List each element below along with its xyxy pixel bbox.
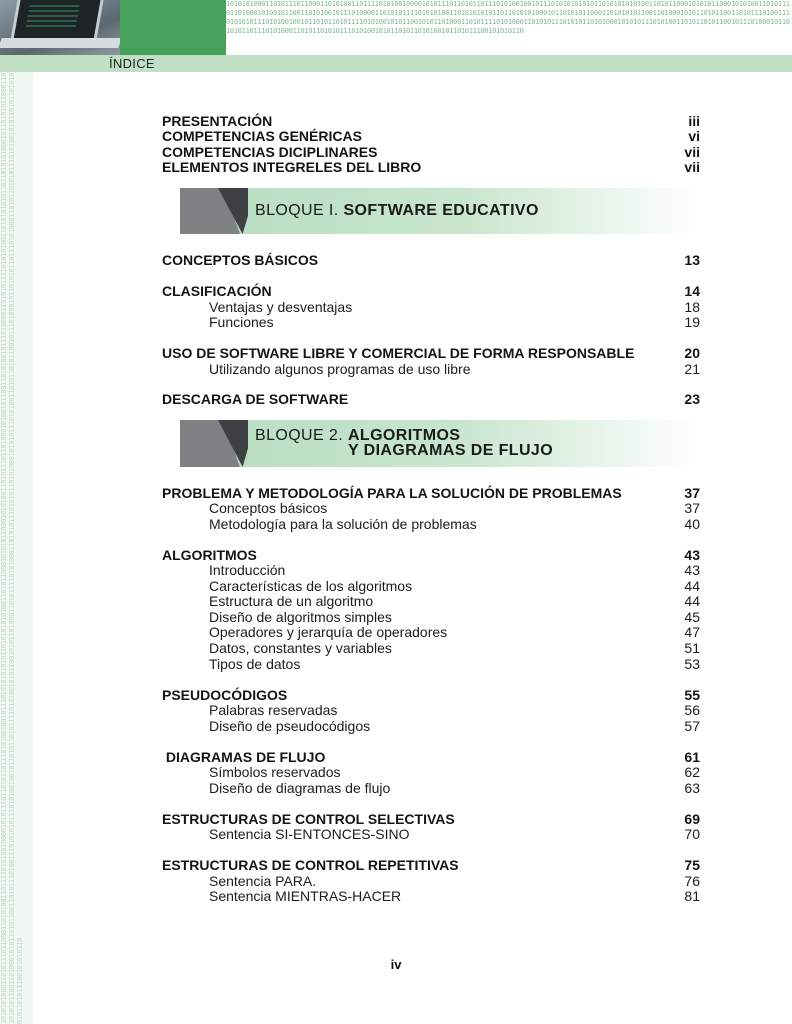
toc-subentry-funciones[interactable] [162, 314, 700, 330]
toc-entry-page: 14 [684, 283, 700, 299]
toc-subentry-page: 37 [684, 500, 700, 516]
toc-subentry-title: Datos, constantes y variables [209, 640, 392, 656]
toc-subentry-page: 53 [684, 656, 700, 672]
toc-entry-title: ALGORITMOS [162, 547, 257, 563]
toc-entry-title: ESTRUCTURAS DE CONTROL SELECTIVAS [162, 811, 455, 827]
toc-entry-title: ELEMENTOS INTEGRELES DEL LIBRO [162, 159, 422, 175]
toc-entry-title: CONCEPTOS BÁSICOS [162, 252, 319, 268]
toc-entry-problema[interactable] [162, 485, 700, 501]
toc-subentry-title: Tipos de datos [209, 656, 301, 672]
toc-subentry-title: Diseño de diagramas de flujo [209, 780, 391, 796]
toc-entry-conceptos-basicos[interactable] [162, 252, 700, 268]
toc-subentry-title: Utilizando algunos programas de uso libre [209, 361, 471, 377]
toc-entry-algoritmos[interactable] [162, 547, 700, 563]
toc-entry-title: PRESENTACIÓN [162, 113, 273, 129]
toc-entry-title: DIAGRAMAS DE FLUJO [162, 749, 326, 765]
header-binary-pattern: 1010101000110101110110001101010011011110101001000010101110110101101110101001001011101010101010110101010101001101011000101010110001010100110101110110100010100101100110101001011101000011010101111010101001101010101011011010101000101101010110001101010101100110100010101101011001101011101001110101010111010100100101101011010111101010010101100101011010001101011110101000110101011101010110101000101010111010100110101101011001011101000101101010110111010100011010110101011101010010101101011010100101101011100101010110 [226, 0, 790, 35]
toc-subentry-title: Diseño de algoritmos simples [209, 609, 392, 625]
toc-subentry-tipos-datos[interactable] [162, 656, 700, 672]
toc-subentry-palabras[interactable] [162, 702, 700, 718]
bloque-2-banner [180, 420, 700, 467]
toc-entry-competencias-diciplinares[interactable] [162, 144, 700, 160]
toc-subentry-ventajas[interactable] [162, 299, 700, 315]
toc-entry-page: 20 [684, 345, 700, 361]
toc-entry-page: 43 [684, 547, 700, 563]
toc-entry-title: ESTRUCTURAS DE CONTROL REPETITIVAS [162, 857, 459, 873]
bloque-2-prefix: BLOQUE 2. [255, 427, 344, 444]
toc-entry-title: CLASIFICACIÓN [162, 283, 272, 299]
toc-subentry-title: Sentencia MIENTRAS-HACER [209, 888, 402, 904]
toc-entry-title: PSEUDOCÓDIGOS [162, 687, 288, 703]
toc-subentry-diseno-algoritmos[interactable] [162, 609, 700, 625]
toc-subentry-page: 70 [684, 826, 700, 842]
bloque-1-prefix: BLOQUE I. [255, 202, 339, 219]
side-binary-column [0, 72, 33, 1024]
toc-subentry-title: Estructura de un algoritmo [209, 593, 374, 609]
toc-entry-page: 13 [684, 252, 700, 268]
toc-entry-page: iii [688, 113, 700, 129]
toc-subentry-page: 44 [684, 593, 700, 609]
toc-subentry-diseno-diagramas[interactable] [162, 780, 700, 796]
toc-subentry-title: Sentencia PARA. [209, 873, 317, 889]
toc-entry-title: USO DE SOFTWARE LIBRE Y COMERCIAL DE FORMA RESPONSABLE [162, 345, 635, 361]
toc-subentry-caracteristicas[interactable] [162, 578, 700, 594]
toc-subentry-si-entonces[interactable] [162, 826, 700, 842]
toc-entry-page: 69 [684, 811, 700, 827]
toc-entry-page: vii [684, 144, 700, 160]
toc-subentry-page: 19 [684, 314, 700, 330]
toc-entry-page: 75 [684, 857, 700, 873]
toc-subentry-title: Operadores y jerarquía de operadores [209, 624, 448, 640]
toc-subentry-page: 76 [684, 873, 700, 889]
laptop-base-shape [0, 38, 122, 48]
toc-entry-title: PROBLEMA Y METODOLOGÍA PARA LA SOLUCIÓN DE PROBLEMAS [162, 485, 622, 501]
bloque-1-heading [255, 203, 539, 219]
toc-entry-title: COMPETENCIAS GENÉRICAS [162, 128, 362, 144]
toc-entry-page: 23 [684, 391, 700, 407]
toc-subentry-title: Metodología para la solución de problemas [209, 516, 477, 532]
toc-subentry-page: 57 [684, 718, 700, 734]
toc-subentry-title: Sentencia SI-ENTONCES-SINO [209, 826, 410, 842]
toc-entry-clasificacion[interactable] [162, 283, 700, 299]
toc-subentry-datos[interactable] [162, 640, 700, 656]
toc-subentry-page: 40 [684, 516, 700, 532]
bloque-2-title-line1: ALGORITMOS [347, 427, 461, 444]
toc-subentry-page: 43 [684, 562, 700, 578]
toc-entry-presentacion[interactable] [162, 113, 700, 129]
toc-subentry-page: 62 [684, 764, 700, 780]
toc-subentry-title: Características de los algoritmos [209, 578, 413, 594]
toc-subentry-title: Diseño de pseudocódigos [209, 718, 371, 734]
toc-subentry-simbolos[interactable] [162, 764, 700, 780]
bloque-2-title-line2: Y DIAGRAMAS DE FLUJO [348, 442, 554, 459]
toc-subentry-title: Símbolos reservados [209, 764, 341, 780]
toc-subentry-conceptos[interactable] [162, 500, 700, 516]
toc-subentry-utilizando[interactable] [162, 361, 700, 377]
toc-entry-page: 61 [684, 749, 700, 765]
toc-entry-page: 37 [684, 485, 700, 501]
table-of-contents [162, 0, 700, 1024]
toc-entry-descarga[interactable] [162, 391, 700, 407]
section-label: ÍNDICE [109, 56, 155, 71]
toc-subentry-page: 63 [684, 780, 700, 796]
toc-subentry-page: 45 [684, 609, 700, 625]
toc-subentry-page: 51 [684, 640, 700, 656]
bloque-1-banner [180, 188, 700, 234]
toc-subentry-page: 56 [684, 702, 700, 718]
toc-entry-repetitivas[interactable] [162, 857, 700, 873]
toc-subentry-page: 81 [684, 888, 700, 904]
toc-subentry-title: Funciones [209, 314, 274, 330]
bloque-1-title: SOFTWARE EDUCATIVO [343, 202, 539, 219]
toc-subentry-diseno-pseudo[interactable] [162, 718, 700, 734]
toc-subentry-operadores[interactable] [162, 624, 700, 640]
toc-subentry-estructura[interactable] [162, 593, 700, 609]
toc-entry-title: COMPETENCIAS DICIPLINARES [162, 144, 378, 160]
toc-entry-page: 55 [684, 687, 700, 703]
toc-entry-page: vi [688, 128, 700, 144]
toc-entry-elementos-integreles[interactable] [162, 159, 700, 175]
toc-subentry-title: Ventajas y desventajas [209, 299, 353, 315]
toc-entry-pseudocodigos[interactable] [162, 687, 700, 703]
toc-subentry-title: Introducción [209, 562, 286, 578]
toc-subentry-title: Palabras reservadas [209, 702, 338, 718]
toc-subentry-page: 44 [684, 578, 700, 594]
toc-subentry-title: Conceptos básicos [209, 500, 328, 516]
toc-subentry-page: 18 [684, 299, 700, 315]
side-binary-pattern: 1010101000110101110110001101010011011110101001000010101110110101101110101001001011101010101010110101010101001101011000101010110001010100110101110110100010100101100110101001011101000011010101111010101001101010101011011010101000101101010110001101010101100110100010101101011001101011101001110101010111010100100101101011010111101010010101100101011010001101011110101000110101011101010110101000101010111010100110101101011001011101000101101010110111010100011010110101011101010010101101011010100101101011100101010110 [0, 72, 25, 1024]
toc-entry-selectivas[interactable] [162, 811, 700, 827]
toc-entry-diagramas[interactable] [162, 749, 700, 765]
toc-entry-competencias-genericas[interactable] [162, 128, 700, 144]
toc-entry-title: DESCARGA DE SOFTWARE [162, 391, 349, 407]
toc-subentry-metodologia[interactable] [162, 516, 700, 532]
toc-entry-page: vii [684, 159, 700, 175]
page-number: iv [390, 957, 402, 972]
toc-subentry-page: 21 [684, 361, 700, 377]
bloque-2-heading-line2 [348, 443, 553, 459]
toc-subentry-mientras[interactable] [162, 888, 700, 904]
toc-subentry-introduccion[interactable] [162, 562, 700, 578]
toc-entry-uso-software[interactable] [162, 345, 700, 361]
toc-subentry-para[interactable] [162, 873, 700, 889]
toc-subentry-page: 47 [684, 624, 700, 640]
